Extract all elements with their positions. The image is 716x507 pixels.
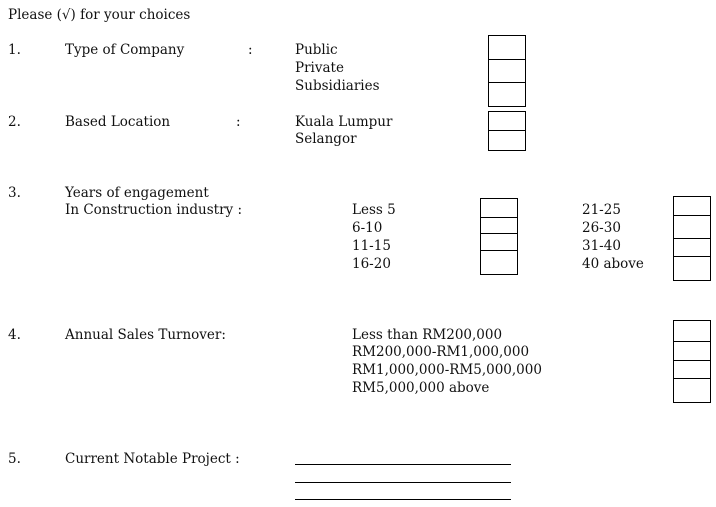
q5-number: 5. bbox=[8, 451, 21, 467]
q3-number: 3. bbox=[8, 185, 21, 201]
q5-answer-line-3[interactable] bbox=[295, 499, 511, 500]
q4-checkbox-1m-5m[interactable] bbox=[674, 361, 710, 379]
q3-left-checkbox-group bbox=[480, 198, 518, 275]
q4-option-5m-above: RM5,000,000 above bbox=[352, 380, 490, 396]
q3-option-16-20: 16-20 bbox=[352, 256, 391, 272]
q3-option-less-5: Less 5 bbox=[352, 202, 396, 218]
q3-option-6-10: 6-10 bbox=[352, 220, 383, 236]
q3-label-line2: In Construction industry : bbox=[65, 202, 243, 218]
q3-option-40-above: 40 above bbox=[582, 256, 644, 272]
q1-colon: : bbox=[248, 42, 253, 58]
q5-label: Current Notable Project : bbox=[65, 451, 240, 467]
q1-option-public: Public bbox=[295, 42, 338, 58]
q1-checkbox-public[interactable] bbox=[489, 36, 525, 60]
q4-number: 4. bbox=[8, 327, 21, 343]
q2-number: 2. bbox=[8, 114, 21, 130]
q4-checkbox-200k-1m[interactable] bbox=[674, 342, 710, 361]
q1-option-private: Private bbox=[295, 60, 344, 76]
q4-checkbox-5m-above[interactable] bbox=[674, 379, 710, 401]
q3-option-21-25: 21-25 bbox=[582, 202, 621, 218]
q5-answer-line-2[interactable] bbox=[295, 482, 511, 483]
q3-checkbox-40-above[interactable] bbox=[674, 257, 710, 279]
q4-checkbox-less-than-200k[interactable] bbox=[674, 321, 710, 342]
instruction-text: Please (√) for your choices bbox=[8, 7, 191, 23]
q2-option-selangor: Selangor bbox=[295, 131, 357, 147]
q2-option-kuala-lumpur: Kuala Lumpur bbox=[295, 114, 393, 130]
q5-answer-line-1[interactable] bbox=[295, 464, 511, 465]
q3-label-line1: Years of engagement bbox=[65, 185, 209, 201]
q1-checkbox-private[interactable] bbox=[489, 60, 525, 83]
q3-checkbox-26-30[interactable] bbox=[674, 216, 710, 239]
q3-option-31-40: 31-40 bbox=[582, 238, 621, 254]
q1-option-subsidiaries: Subsidiaries bbox=[295, 78, 380, 94]
q1-label: Type of Company bbox=[65, 42, 185, 58]
q3-checkbox-6-10[interactable] bbox=[481, 218, 517, 234]
q2-checkbox-kuala-lumpur[interactable] bbox=[489, 112, 525, 131]
q2-checkbox-selangor[interactable] bbox=[489, 131, 525, 150]
q1-checkbox-subsidiaries[interactable] bbox=[489, 83, 525, 106]
q2-label: Based Location bbox=[65, 114, 171, 130]
q2-checkbox-group bbox=[488, 111, 526, 151]
q3-option-11-15: 11-15 bbox=[352, 238, 391, 254]
q4-option-200k-1m: RM200,000-RM1,000,000 bbox=[352, 344, 530, 360]
q4-label: Annual Sales Turnover: bbox=[65, 327, 226, 343]
q1-checkbox-group bbox=[488, 35, 526, 107]
q4-checkbox-group bbox=[673, 320, 711, 403]
q2-colon: : bbox=[236, 114, 241, 130]
q3-checkbox-16-20[interactable] bbox=[481, 251, 517, 273]
q3-right-checkbox-group bbox=[673, 196, 711, 281]
q4-option-1m-5m: RM1,000,000-RM5,000,000 bbox=[352, 362, 542, 378]
q3-option-26-30: 26-30 bbox=[582, 220, 621, 236]
q3-checkbox-11-15[interactable] bbox=[481, 234, 517, 251]
q4-option-less-than-200k: Less than RM200,000 bbox=[352, 327, 503, 343]
q1-number: 1. bbox=[8, 42, 21, 58]
q3-checkbox-21-25[interactable] bbox=[674, 197, 710, 216]
q3-checkbox-less-5[interactable] bbox=[481, 199, 517, 218]
q3-checkbox-31-40[interactable] bbox=[674, 239, 710, 257]
